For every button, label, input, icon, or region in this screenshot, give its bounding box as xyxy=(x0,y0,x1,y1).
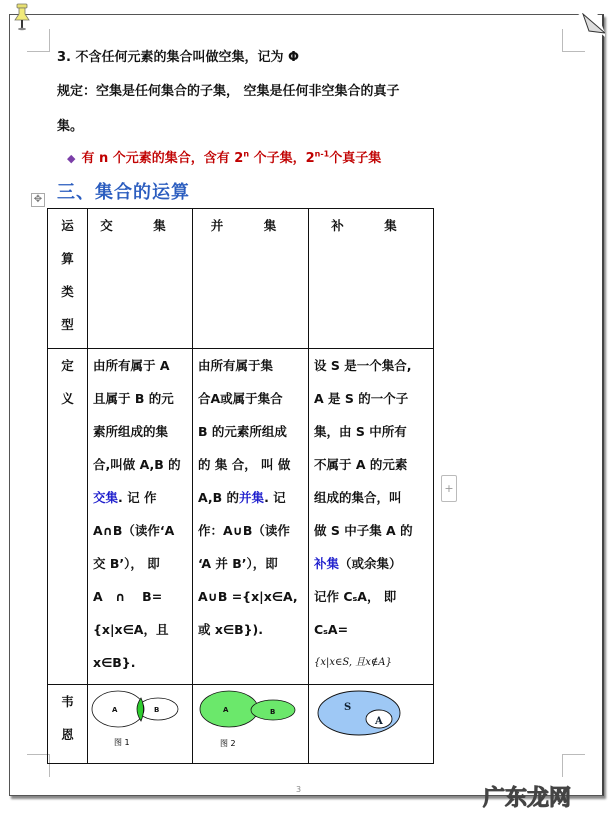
watermark-logo: 广东龙网 xyxy=(483,786,572,811)
row-label-venn: 韦 恩 xyxy=(48,685,88,764)
rule-line: 规定：空集是任何集合的子集， 空集是任何非空集合的真子 xyxy=(57,84,400,99)
margin-corner-bottom-right xyxy=(562,754,585,777)
row-label-operation-type: 运 算 类 型 xyxy=(48,209,88,349)
table-move-handle-icon[interactable]: ✥ xyxy=(31,193,45,207)
venn-complement-diagram xyxy=(309,685,433,751)
subset-count-bullet: ◆ 有 n 个元素的集合，含有 2$^n$ 个子集，2$^{n-1}$个真子集 xyxy=(67,149,382,166)
svg-text:A: A xyxy=(223,706,229,714)
table-row-definition xyxy=(48,349,434,685)
svg-text:图 2: 图 2 xyxy=(220,739,236,748)
table-row-venn xyxy=(48,685,434,764)
venn-intersection-diagram xyxy=(88,685,192,751)
column-header-intersection: 交 集 xyxy=(88,209,193,349)
svg-text:B: B xyxy=(270,708,276,716)
venn-intersection-cell xyxy=(88,685,193,764)
margin-corner-top-right xyxy=(562,29,585,52)
venn-complement-cell xyxy=(309,685,434,764)
pushpin-icon xyxy=(12,3,32,31)
term-complement: 补集 xyxy=(314,556,340,571)
union-definition: 由所有属于集 合A或属于集合 B 的元素所组成 的 集 合， 叫 做 A,B 的并集. 记 作：A∪B（读作 ‘A 并 B’），即 A∪B ={x|x∈A, 或 x∈B}). xyxy=(193,349,309,685)
row-label-definition: 定 义 xyxy=(48,349,88,685)
intersection-definition: 由所有属于 A 且属于 B 的元 素所组成的集 合,叫做 A,B 的 交集. 记 作 A∩B（读作‘A 交 B’）， 即 A ∩ B= {x|x∈A，且 x∈B}. xyxy=(88,349,193,685)
section-heading: 三、集合的运算 xyxy=(57,182,190,203)
term-union: 并集 xyxy=(239,490,265,505)
diamond-bullet-icon: ◆ xyxy=(67,152,76,165)
venn-union-diagram xyxy=(193,685,308,751)
svg-text:A: A xyxy=(112,706,118,714)
table-row-header xyxy=(48,209,434,349)
svg-text:图 1: 图 1 xyxy=(114,738,130,747)
page-number: 3 xyxy=(296,785,302,794)
set-operations-table xyxy=(47,208,434,764)
column-header-complement: 补 集 xyxy=(309,209,434,349)
add-column-button[interactable]: + xyxy=(441,475,457,502)
margin-corner-top-left xyxy=(27,29,50,52)
svg-text:S: S xyxy=(344,702,352,713)
term-intersection: 交集 xyxy=(93,490,119,505)
column-header-union: 并 集 xyxy=(193,209,309,349)
venn-union-cell xyxy=(193,685,309,764)
rule-line-continued: 集。 xyxy=(57,119,84,134)
svg-text:B: B xyxy=(154,706,160,714)
svg-text:A: A xyxy=(375,716,383,727)
complement-definition: 设 S 是一个集合, A 是 S 的一个子 集，由 S 中所有 不属于 A 的元素 组成的集合，叫 做 S 中子集 A 的 补集（或余集） 记作 CₛA， 即 CₛA= {x|x∈S, 且x∉A} xyxy=(309,349,434,685)
empty-set-line: 3. 不含任何元素的集合叫做空集，记为 Φ xyxy=(57,50,300,65)
